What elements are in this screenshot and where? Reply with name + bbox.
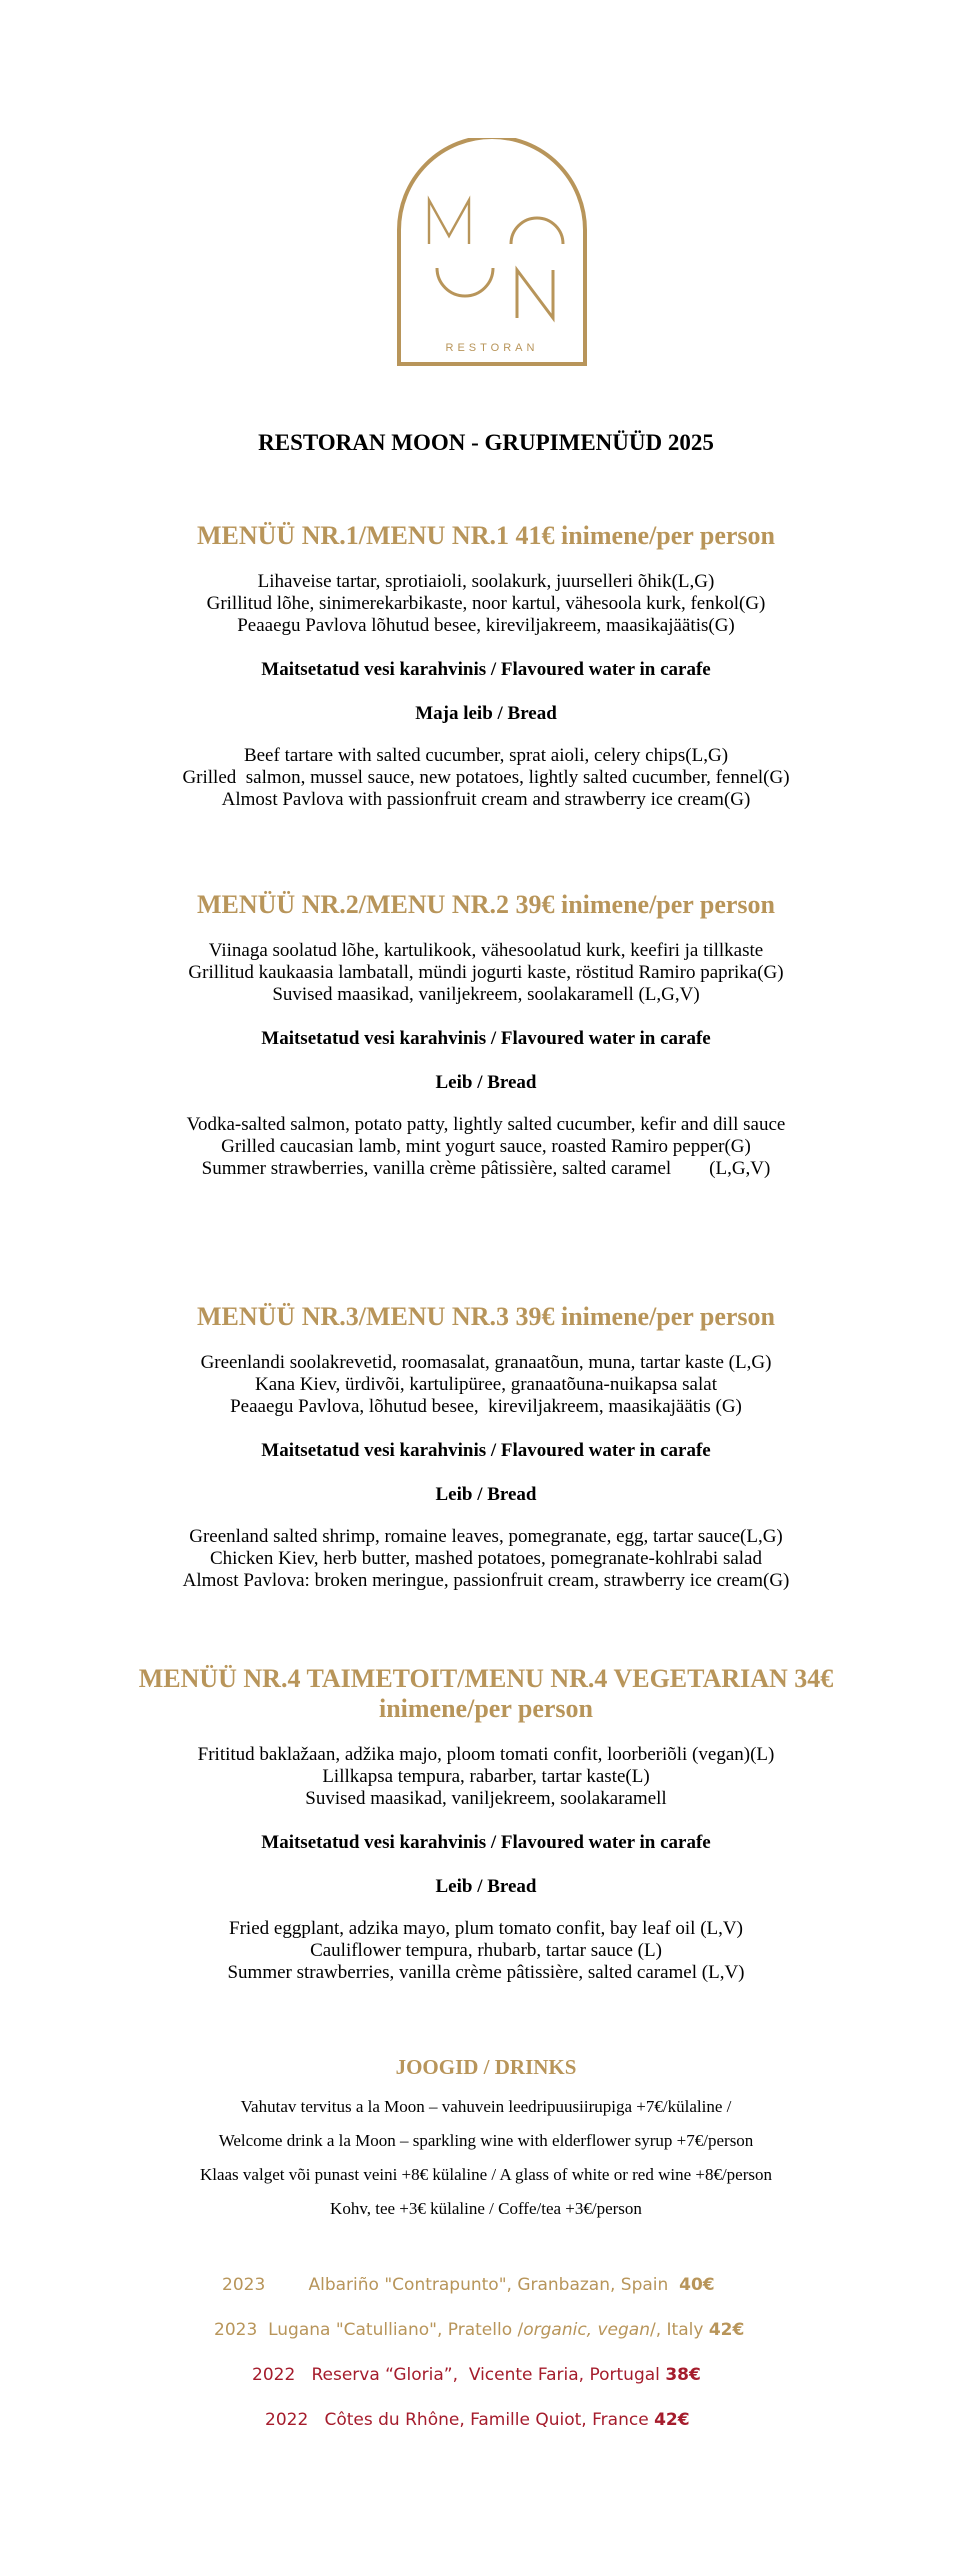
menu-title: MENÜÜ NR.2/MENU NR.2 39€ inimene/per person [197,890,775,919]
wine-name: Albariño "Contrapunto", Granbazan, Spain [308,2275,669,2295]
drink-line: Vahutav tervitus a la Moon – vahuvein leedripuusiirupiga +7€/külaline / [240,2097,732,2116]
dish-line: Peaaegu Pavlova, lõhutud besee, kireviljakreem, maasikajäätis (G) [230,1396,742,1417]
dish-line: Almost Pavlova with passionfruit cream and strawberry ice cream(G) [221,789,751,810]
wine-item [222,2275,715,2295]
dish-line: Grilled caucasian lamb, mint yogurt sauce, roasted Ramiro pepper(G) [221,1136,751,1157]
water-note: Maitsetatud vesi karahvinis / Flavoured water in carafe [261,659,711,680]
menu-1 [0,521,972,811]
drink-line: Klaas valget või punast veini +8€ külaline / A glass of white or red wine +8€/person [199,2165,773,2184]
dish-line: Lihaveise tartar, sprotiaioli, soolakurk, juurselleri õhik(L,G) [257,571,715,592]
dish-line: Almost Pavlova: broken meringue, passionfruit cream, strawberry ice cream(G) [182,1570,790,1591]
dishes-estonian [0,940,972,1006]
drinks-section [0,2054,972,2226]
dish-line: Grillitud kaukaasia lambatall, mündi jogurti kaste, röstitud Ramiro paprika(G) [188,962,784,983]
dishes-english [0,745,972,811]
wine-year: 2023 [214,2320,258,2340]
dish-line: Beef tartare with salted cucumber, sprat aioli, celery chips(L,G) [243,745,729,766]
menu-title: MENÜÜ NR.1/MENU NR.1 41€ inimene/per person [197,521,775,550]
dish-line: Fried eggplant, adzika mayo, plum tomato confit, bay leaf oil (L,V) [229,1918,743,1939]
dish-line: Suvised maasikad, vaniljekreem, soolakaramell (L,G,V) [272,984,700,1005]
wine-year: 2023 [222,2275,266,2295]
wine-item [265,2410,690,2430]
drink-line: Kohv, tee +3€ külaline / Coffe/tea +3€/person [330,2199,642,2218]
moon-logo-mark [395,138,589,366]
dishes-estonian [0,1352,972,1418]
drinks-list [0,2090,972,2226]
drinks-title: JOOGID / DRINKS [395,2055,577,2079]
dishes-english [0,1114,972,1180]
dish-line: Viinaga soolatud lõhe, kartulikook, vähesoolatud kurk, keefiri ja tillkaste [208,940,764,961]
page-title: RESTORAN MOON - GRUPIMENÜÜD 2025 [258,430,714,455]
dishes-estonian [0,1744,972,1810]
drink-line: Welcome drink a la Moon – sparkling wine with elderflower syrup +7€/person [218,2131,754,2150]
dish-line: Peaaegu Pavlova lõhutud besee, kireviljakreem, maasikajäätis(G) [237,615,735,636]
menu-4 [0,1664,972,1984]
water-note: Maitsetatud vesi karahvinis / Flavoured water in carafe [261,1440,711,1461]
wine-name-suffix: /, Italy [650,2320,704,2340]
dish-line: Chicken Kiev, herb butter, mashed potatoes, pomegranate-kohlrabi salad [210,1548,762,1569]
dishes-english [0,1918,972,1984]
dish-line: Frititud baklažaan, adžika majo, ploom tomati confit, loorberiõli (vegan)(L) [197,1744,775,1765]
water-note: Maitsetatud vesi karahvinis / Flavoured water in carafe [261,1832,711,1853]
wine-tag: organic, vegan [523,2320,650,2340]
menu-2 [0,890,972,1180]
dish-line: Summer strawberries, vanilla crème pâtissière, salted caramel (L,V) [227,1962,745,1983]
dish-line: Cauliflower tempura, rhubarb, tartar sauce (L) [310,1940,662,1961]
wine-item [214,2320,744,2340]
bread-note: Leib / Bread [435,1876,537,1897]
menu-title: MENÜÜ NR.4 TAIMETOIT/MENU NR.4 VEGETARIAN 34€ inimene/per person [138,1664,834,1723]
wine-name: Lugana "Catulliano", Pratello / [268,2320,524,2340]
menu-title: MENÜÜ NR.3/MENU NR.3 39€ inimene/per person [197,1302,775,1331]
dish-line: Grilled salmon, mussel sauce, new potatoes, lightly salted cucumber, fennel(G) [182,767,790,788]
dish-line: Summer strawberries, vanilla crème pâtissière, salted caramel (L,G,V) [201,1158,771,1179]
dish-line: Kana Kiev, ürdivõi, kartulipüree, granaatõuna-nuikapsa salat [255,1374,717,1395]
menu-3 [0,1302,972,1592]
dish-line: Greenland salted shrimp, romaine leaves, pomegranate, egg, tartar sauce(L,G) [189,1526,783,1547]
wine-item [252,2365,701,2385]
wine-price: 40€ [679,2275,715,2295]
dish-line: Greenlandi soolakrevetid, roomasalat, granaatõun, muna, tartar kaste (L,G) [200,1352,772,1373]
wine-year: 2022 [265,2410,309,2430]
logo-wordmark: RESTORAN [445,342,539,354]
bread-note: Leib / Bread [435,1484,537,1505]
wine-name: Côtes du Rhône, Famille Quiot, France [324,2410,649,2430]
bread-note: Leib / Bread [435,1072,537,1093]
bread-note: Maja leib / Bread [415,703,557,724]
dish-line: Grillitud lõhe, sinimerekarbikaste, noor kartul, vähesoola kurk, fenkol(G) [206,593,766,614]
dishes-english [0,1526,972,1592]
wine-year: 2022 [252,2365,296,2385]
dish-line: Suvised maasikad, vaniljekreem, soolakaramell [305,1788,667,1809]
dishes-estonian [0,571,972,637]
dish-line: Lillkapsa tempura, rabarber, tartar kaste(L) [322,1766,650,1787]
wine-price: 42€ [654,2410,690,2430]
dish-line: Vodka-salted salmon, potato patty, lightly salted cucumber, kefir and dill sauce [186,1114,786,1135]
moon-logo [395,138,589,366]
wine-price: 42€ [708,2320,745,2340]
wine-name: Reserva “Gloria”, Vicente Faria, Portugal [311,2365,660,2385]
wine-price: 38€ [665,2365,701,2385]
water-note: Maitsetatud vesi karahvinis / Flavoured water in carafe [261,1028,711,1049]
